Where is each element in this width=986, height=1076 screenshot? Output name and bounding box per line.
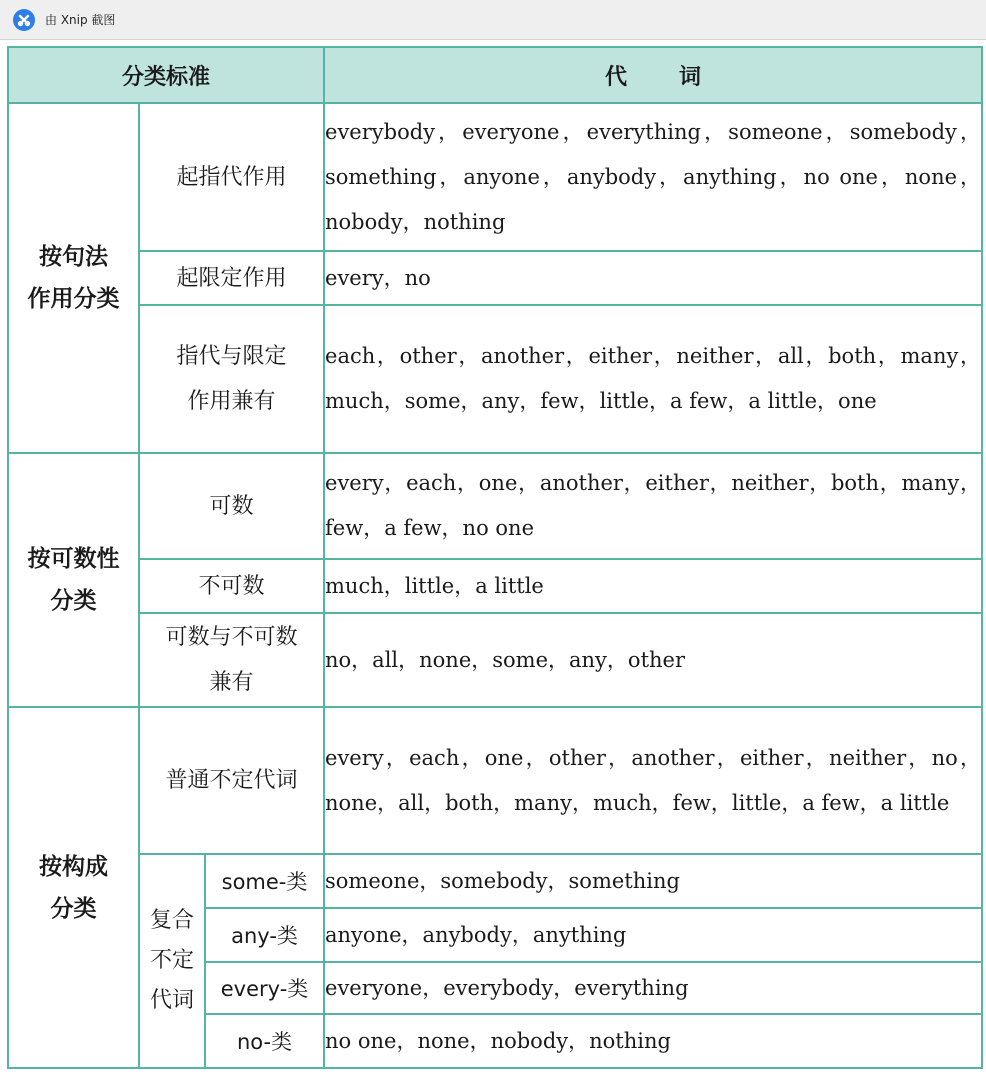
pronoun-classification-table bbox=[7, 46, 983, 1069]
pronoun-list: every，each，one，other，another，either，neither，no，none，all，both，many，much，few，little，a few，a little bbox=[324, 707, 982, 854]
category-countability: 按可数性 分类 bbox=[8, 453, 139, 707]
document-sheet bbox=[0, 40, 986, 1076]
subcategory-label: 可数与不可数 兼有 bbox=[139, 613, 324, 707]
table-row bbox=[8, 305, 982, 453]
pronoun-list: every，no bbox=[324, 251, 982, 305]
subcategory-label: 普通不定代词 bbox=[139, 707, 324, 854]
pronoun-list: no one，none，nobody，nothing bbox=[324, 1014, 982, 1068]
table-row bbox=[8, 613, 982, 707]
compound-type-label: no-类 bbox=[205, 1014, 324, 1068]
compound-type-label: every-类 bbox=[205, 962, 324, 1014]
window-title: 由 Xnip 截图 bbox=[45, 13, 116, 27]
compound-type-label: any-类 bbox=[205, 908, 324, 962]
pronoun-list: much，little，a little bbox=[324, 559, 982, 613]
pronoun-list: someone，somebody，something bbox=[324, 854, 982, 908]
pronoun-list: every，each，one，another，either，neither，both，many，few，a few，no one bbox=[324, 453, 982, 559]
header-classification: 分类标准 bbox=[8, 47, 324, 103]
pronoun-list: everybody，everyone，everything，someone，somebody，something，anyone，anybody，anything，no one，none，nobody，nothing bbox=[324, 103, 982, 251]
pronoun-list: anyone，anybody，anything bbox=[324, 908, 982, 962]
table-row bbox=[8, 854, 982, 908]
table-row bbox=[8, 453, 982, 559]
table-row bbox=[8, 707, 982, 854]
table-row bbox=[8, 251, 982, 305]
subcategory-label: 起指代作用 bbox=[139, 103, 324, 251]
subcategory-label: 可数 bbox=[139, 453, 324, 559]
table-row bbox=[8, 559, 982, 613]
subcategory-label: 不可数 bbox=[139, 559, 324, 613]
subcategory-label: 起限定作用 bbox=[139, 251, 324, 305]
table-row bbox=[8, 103, 982, 251]
category-syntactic: 按句法 作用分类 bbox=[8, 103, 139, 453]
subcategory-label: 指代与限定 作用兼有 bbox=[139, 305, 324, 453]
header-row bbox=[8, 47, 982, 103]
compound-type-label: some-类 bbox=[205, 854, 324, 908]
title-bar bbox=[0, 0, 986, 40]
pronoun-list: everyone，everybody，everything bbox=[324, 962, 982, 1014]
pronoun-list: each，other，another，either，neither，all，both，many，much，some，any，few，little，a few，a little，one bbox=[324, 305, 982, 453]
xnip-logo-icon bbox=[13, 9, 35, 31]
subcategory-compound: 复合 不定 代词 bbox=[139, 854, 205, 1068]
category-formation: 按构成 分类 bbox=[8, 707, 139, 1068]
pronoun-list: no，all，none，some，any，other bbox=[324, 613, 982, 707]
header-pronoun: 代 词 bbox=[324, 47, 982, 103]
